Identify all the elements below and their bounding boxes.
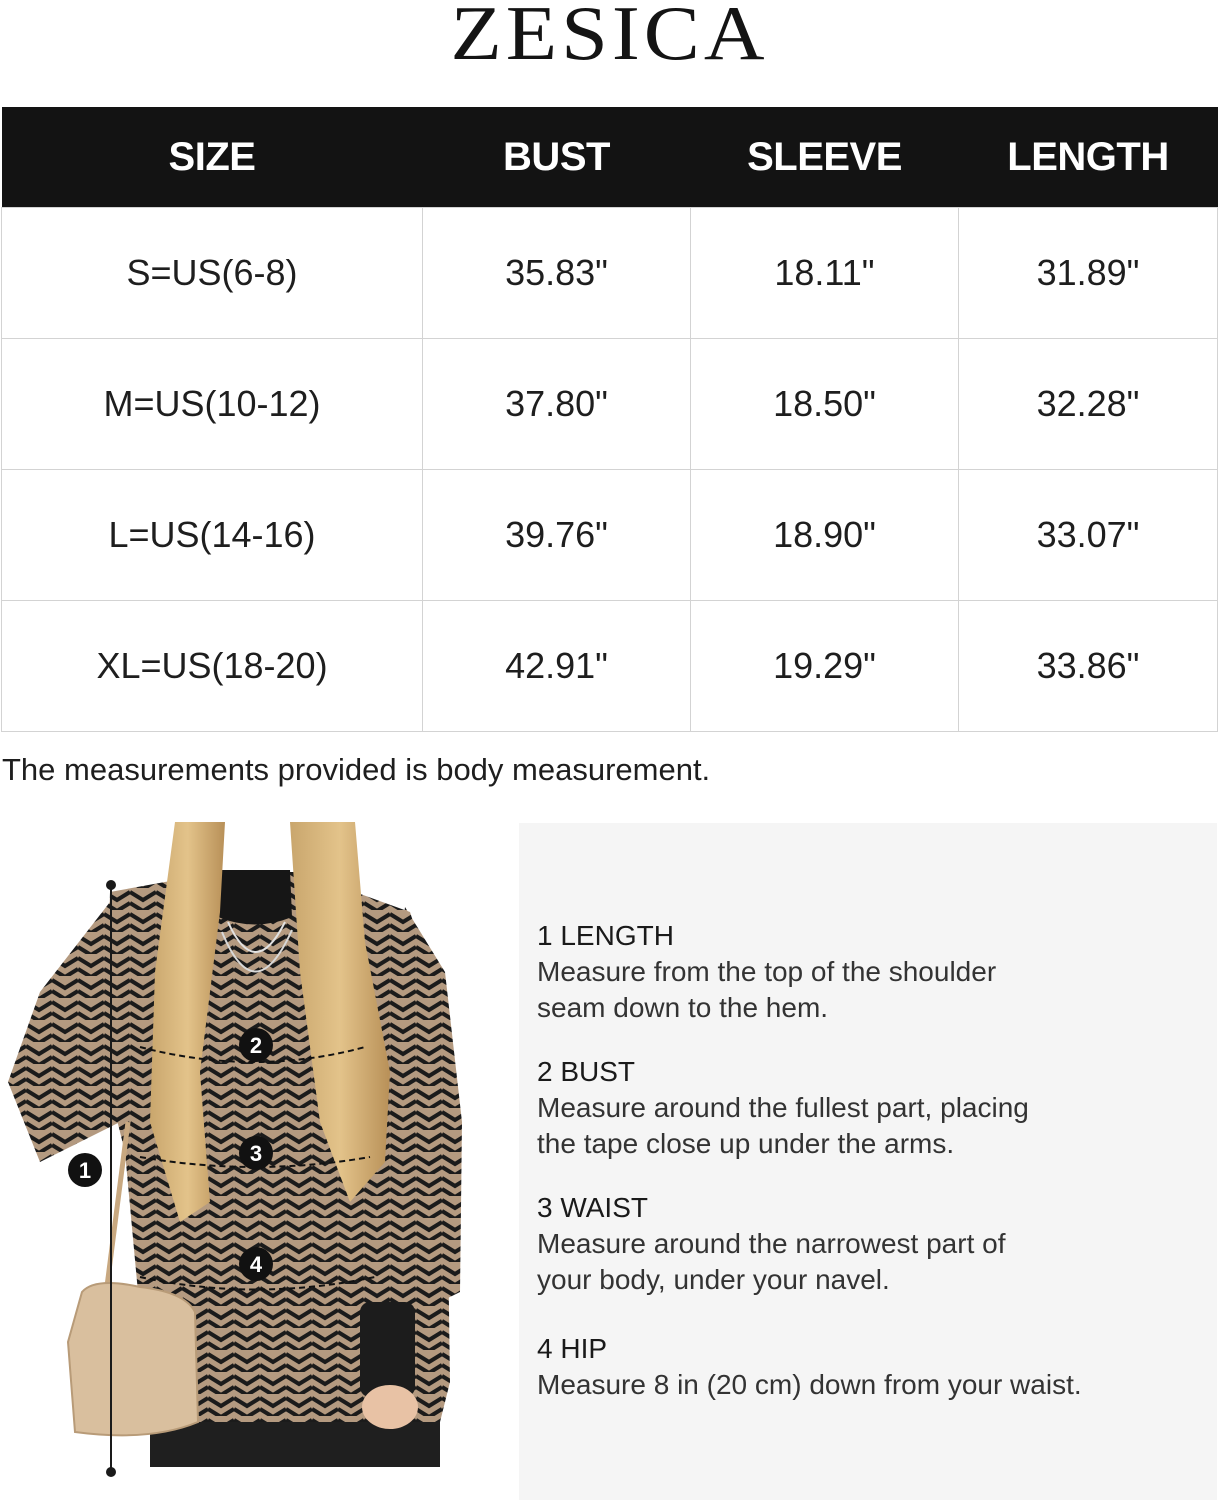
length-cell: 33.07" — [959, 470, 1218, 601]
instruction-text: Measure 8 in (20 cm) down from your waist. — [537, 1369, 1082, 1400]
instruction-title: 2 BUST — [537, 1056, 636, 1087]
brand-logo: ZESICA — [450, 0, 769, 77]
instruction-title: 1 LENGTH — [537, 920, 674, 951]
bag-strap — [105, 1122, 128, 1302]
svg-text:2: 2 — [249, 1033, 263, 1058]
sleeve-cell: 18.11" — [691, 208, 959, 339]
svg-text:3: 3 — [249, 1141, 263, 1166]
collar — [218, 870, 292, 925]
bust-cell: 42.91" — [423, 601, 691, 732]
marker-4 — [239, 1247, 273, 1281]
size-chart-table — [1, 107, 1218, 732]
header-size: SIZE — [2, 107, 423, 208]
instruction-text: seam down to the hem. — [537, 992, 829, 1023]
length-cell: 33.86" — [959, 601, 1218, 732]
sleeve-cuff — [360, 1302, 415, 1397]
instruction-text: Measure from the top of the shoulder — [537, 956, 997, 987]
sleeve-cell: 18.90" — [691, 470, 959, 601]
marker-3 — [239, 1136, 273, 1170]
instruction-title: 3 WAIST — [537, 1192, 648, 1223]
instruction-text: Measure around the fullest part, placing — [537, 1092, 1029, 1123]
model-photo — [0, 822, 508, 1500]
size-cell: L=US(14-16) — [2, 470, 423, 601]
table-header-row — [2, 107, 1218, 208]
measurement-note: The measurements provided is body measurement. — [2, 752, 711, 787]
measuring-guide-panel — [519, 823, 1217, 1500]
size-cell: M=US(10-12) — [2, 339, 423, 470]
size-cell: XL=US(18-20) — [2, 601, 423, 732]
svg-text:4: 4 — [249, 1252, 263, 1277]
sweater-dress-illustration — [0, 822, 508, 1500]
size-cell: S=US(6-8) — [2, 208, 423, 339]
length-cell: 32.28" — [959, 339, 1218, 470]
header-length: LENGTH — [959, 107, 1218, 208]
instruction-bust — [537, 1054, 1029, 1162]
header-bust: BUST — [423, 107, 691, 208]
instruction-text: the tape close up under the arms. — [537, 1128, 955, 1159]
bust-cell: 35.83" — [423, 208, 691, 339]
length-cell: 31.89" — [959, 208, 1218, 339]
instruction-waist — [537, 1190, 1005, 1298]
header-sleeve: SLEEVE — [691, 107, 959, 208]
instruction-text: Measure around the narrowest part of — [537, 1228, 1006, 1259]
bust-cell: 39.76" — [423, 470, 691, 601]
table-row — [2, 470, 1218, 601]
hand — [362, 1385, 418, 1429]
table-row — [2, 339, 1218, 470]
instruction-hip — [537, 1331, 1082, 1403]
marker-2 — [239, 1028, 273, 1062]
handbag — [68, 1283, 198, 1435]
instruction-length — [537, 918, 996, 1026]
sleeve-cell: 18.50" — [691, 339, 959, 470]
instruction-title: 4 HIP — [537, 1333, 608, 1364]
bust-cell: 37.80" — [423, 339, 691, 470]
svg-text:1: 1 — [78, 1158, 92, 1183]
marker-1 — [68, 1153, 102, 1187]
table-row — [2, 208, 1218, 339]
sleeve-cell: 19.29" — [691, 601, 959, 732]
table-row — [2, 601, 1218, 732]
instruction-text: your body, under your navel. — [537, 1264, 890, 1295]
